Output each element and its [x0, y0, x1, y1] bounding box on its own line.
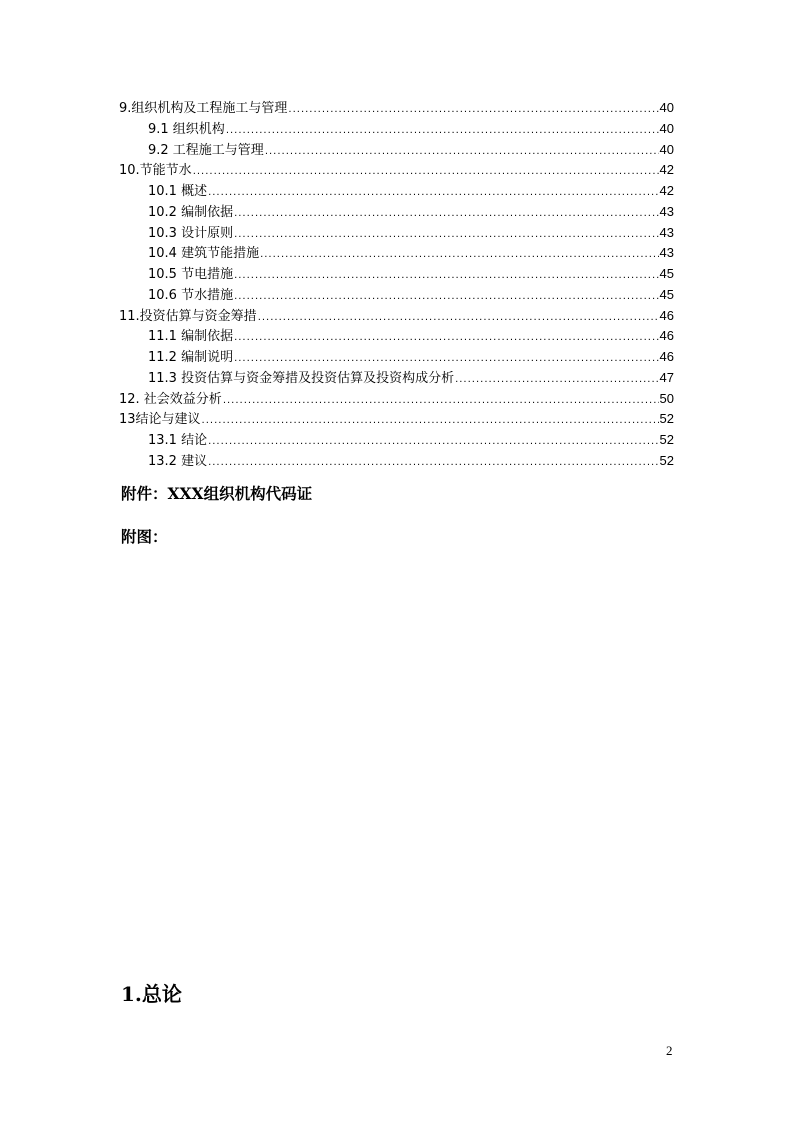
toc-leader-dots [234, 287, 658, 308]
toc-entry-page: 42 [659, 183, 674, 198]
toc-entry-page: 52 [659, 452, 674, 468]
toc-entry-title: 9.组织机构及工程施工与管理 [119, 101, 288, 116]
toc-leader-dots [208, 432, 658, 453]
toc-leader-dots [193, 162, 659, 183]
toc-entry-title: 11.投资估算与资金筹措 [119, 308, 257, 324]
toc-entry[interactable] [119, 119, 674, 140]
toc-entry-page: 52 [659, 432, 674, 447]
toc-entry[interactable] [119, 430, 674, 451]
toc-entry[interactable] [119, 368, 674, 389]
toc-leader-dots [234, 328, 658, 349]
toc-entry[interactable] [119, 285, 674, 306]
toc-entry-page: 46 [659, 349, 674, 364]
toc-entry-title: 12. 社会效益分析 [119, 391, 222, 407]
toc-entry-page: 46 [659, 307, 674, 323]
toc-entry-title: 13结论与建议 [119, 412, 201, 428]
toc-leader-dots [260, 245, 658, 266]
toc-leader-dots [208, 453, 658, 474]
toc-entry-page: 40 [659, 120, 674, 136]
toc-entry-title: 10.6 节水措施 [148, 287, 234, 303]
toc-entry-page: 40 [659, 141, 674, 157]
toc-entry[interactable] [119, 326, 674, 347]
section-heading: 1.总论 [121, 982, 182, 1006]
toc-entry-title: 11.3 投资估算与资金筹措及投资估算及投资构成分析 [148, 370, 455, 386]
toc-entry-page: 50 [659, 390, 674, 406]
toc-entry-title: 10.节能节水 [119, 163, 192, 179]
toc-entry-title: 9.2 工程施工与管理 [148, 142, 264, 158]
toc-entry-page: 52 [659, 411, 674, 427]
toc-leader-dots [223, 391, 659, 412]
toc-leader-dots [288, 100, 658, 121]
toc-entry-title: 11.1 编制依据 [148, 329, 234, 345]
figures-heading: 附图： [121, 527, 168, 546]
toc-entry-page: 45 [659, 286, 674, 302]
toc-entry-title: 10.5 节电措施 [148, 267, 234, 282]
toc-entry[interactable] [119, 160, 674, 181]
page-number: 2 [666, 1043, 673, 1058]
toc-entry[interactable] [119, 202, 674, 223]
toc-entry[interactable] [119, 264, 674, 285]
toc-entry-title: 10.4 建筑节能措施 [148, 246, 260, 262]
toc-entry-page: 43 [659, 224, 674, 240]
toc-leader-dots [234, 204, 658, 225]
toc-entry[interactable] [119, 243, 674, 264]
toc-entry[interactable] [119, 181, 674, 202]
toc-leader-dots [234, 349, 658, 370]
toc-entry-page: 46 [659, 328, 674, 344]
toc-entry[interactable] [119, 223, 674, 244]
toc-entry[interactable] [119, 98, 674, 119]
toc-entry-title: 13.2 建议 [148, 453, 208, 469]
toc-entry[interactable] [119, 451, 674, 472]
toc-entry-title: 9.1 组织机构 [148, 121, 225, 137]
toc-entry[interactable] [119, 389, 674, 410]
toc-entry-page: 43 [659, 245, 674, 261]
toc-entry[interactable] [119, 409, 674, 430]
toc-entry-page: 42 [659, 162, 674, 178]
toc-leader-dots [234, 225, 658, 246]
toc-leader-dots [265, 142, 659, 163]
toc-entry-page: 45 [659, 266, 674, 281]
toc-entry-title: 13.1 结论 [148, 433, 208, 448]
toc-leader-dots [455, 370, 658, 391]
toc-leader-dots [258, 308, 659, 329]
toc-entry-page: 43 [659, 203, 674, 219]
attachment-heading: 附件：XXX组织机构代码证 [121, 484, 313, 503]
toc-entry-title: 10.3 设计原则 [148, 225, 234, 241]
toc-entry-title: 11.2 编制说明 [148, 350, 234, 365]
toc-leader-dots [226, 121, 659, 142]
toc-entry-page: 40 [659, 100, 674, 115]
toc-entry[interactable] [119, 347, 674, 368]
toc-entry-page: 47 [659, 369, 674, 385]
toc-entry-title: 10.2 编制依据 [148, 204, 234, 220]
toc-entry-title: 10.1 概述 [148, 184, 208, 199]
toc-leader-dots [202, 411, 659, 432]
toc-leader-dots [208, 183, 658, 204]
toc-entry[interactable] [119, 140, 674, 161]
table-of-contents [119, 98, 674, 472]
toc-entry[interactable] [119, 306, 674, 327]
toc-leader-dots [234, 266, 658, 287]
